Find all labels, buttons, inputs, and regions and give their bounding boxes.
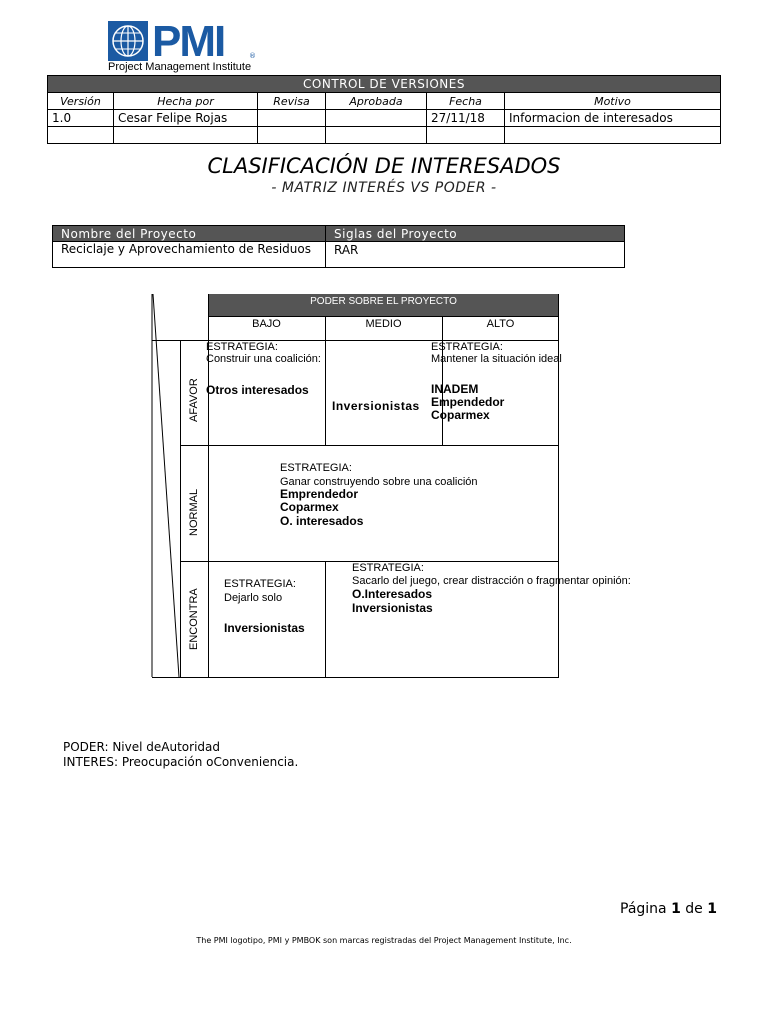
grid-line [208,316,559,317]
stakeholder-item: Coparmex [431,408,490,422]
logo-wordmark: PMI [152,17,225,66]
version-control-table [47,75,721,144]
globe-icon [108,21,148,61]
cell-hecha-por [114,127,258,144]
stakeholder-item: Coparmex [280,500,339,514]
project-acronym: RAR [326,242,625,268]
version-table-header: CONTROL DE VERSIONES [48,76,721,93]
col-fecha: Fecha [427,93,505,110]
stakeholder-item: Emprendedor [280,487,359,501]
strategy-label: ESTRATEGIA: [352,562,424,574]
project-acronym-label: Siglas del Proyecto [326,226,625,242]
table-row [48,127,721,144]
column-medio: MEDIO [365,318,402,330]
col-revisa: Revisa [258,93,326,110]
col-motivo: Motivo [505,93,721,110]
grid-line [180,445,559,446]
footer-trademark: The PMI logotipo, PMI y PMBOK son marcas registradas del Project Management Institute, Inc. [196,936,572,945]
strategy-text: Ganar construyendo sobre una coalición [280,476,478,488]
document-subtitle: - MATRIZ INTERÉS VS PODER - [271,180,497,196]
stakeholder-item: O.Interesados [352,587,433,601]
cell-revisa [258,110,326,127]
table-row [48,110,721,127]
col-hecha-por: Hecha por [114,93,258,110]
grid-line [325,316,326,446]
col-version: Versión [48,93,114,110]
grid-line [442,316,443,446]
strategy-label: ESTRATEGIA: [224,578,296,590]
cell-aprobada [326,110,427,127]
document-title: CLASIFICACIÓN DE INTERESADOS [207,154,561,178]
stakeholder-item: Inversionistas [352,601,433,615]
project-name-label: Nombre del Proyecto [53,226,326,242]
stakeholder-item: Inversionistas [224,621,305,635]
grid-line [180,677,559,678]
logo-subtitle: Project Management Institute [108,61,252,73]
cell-motivo [505,127,721,144]
strategy-text: Construir una coalición: [206,353,321,365]
strategy-text: Dejarlo solo [224,592,283,604]
project-name: Reciclaje y Aprovechamiento de Residuos [53,242,326,268]
stakeholder-item: O. interesados [280,514,364,528]
grid-line [558,294,559,678]
page-of: de [685,901,703,917]
legend [63,740,298,770]
cell-hecha-por: Cesar Felipe Rojas [114,110,258,127]
cell-motivo: Informacion de interesados [505,110,721,127]
cell-fecha [427,127,505,144]
cell-version: 1.0 [48,110,114,127]
strategy-text: Mantener la situación ideal [431,353,562,365]
cell-revisa [258,127,326,144]
page-label: Página [620,901,667,917]
page-total: 1 [707,901,717,917]
column-bajo: BAJO [252,318,281,330]
col-aprobada: Aprobada [326,93,427,110]
page-current: 1 [671,901,681,917]
cell-version [48,127,114,144]
strategy-text: Sacarlo del juego, crear distracción o fragmentar opinión: [352,575,631,587]
grid-line [208,294,209,341]
grid-line [325,561,326,678]
pmi-logo [108,18,258,74]
strategy-label: ESTRATEGIA: [280,462,352,474]
matrix-header: PODER SOBRE EL PROYECTO [208,294,559,316]
row-encontra: ENCONTRA [188,588,200,650]
stakeholder-item: Otros interesados [206,383,309,397]
strategy-label: ESTRATEGIA: [431,341,503,353]
legend-interes: INTERES: Preocupación oConveniencia. [63,755,299,769]
axis-lines [148,292,184,682]
project-table [52,225,625,268]
registered-mark: ® [249,52,256,60]
strategy-label: ESTRATEGIA: [206,341,278,353]
legend-poder: PODER: Nivel deAutoridad [63,740,220,754]
stakeholder-item: INADEM [431,382,479,396]
cell-fecha: 27/11/18 [427,110,505,127]
cell-aprobada [326,127,427,144]
page-number [620,901,717,917]
stakeholder-item: Inversionistas [332,399,420,413]
row-afavor: AFAVOR [188,378,200,422]
stakeholder-item: Empendedor [431,395,505,409]
row-normal: NORMAL [188,488,200,536]
column-alto: ALTO [486,318,515,330]
